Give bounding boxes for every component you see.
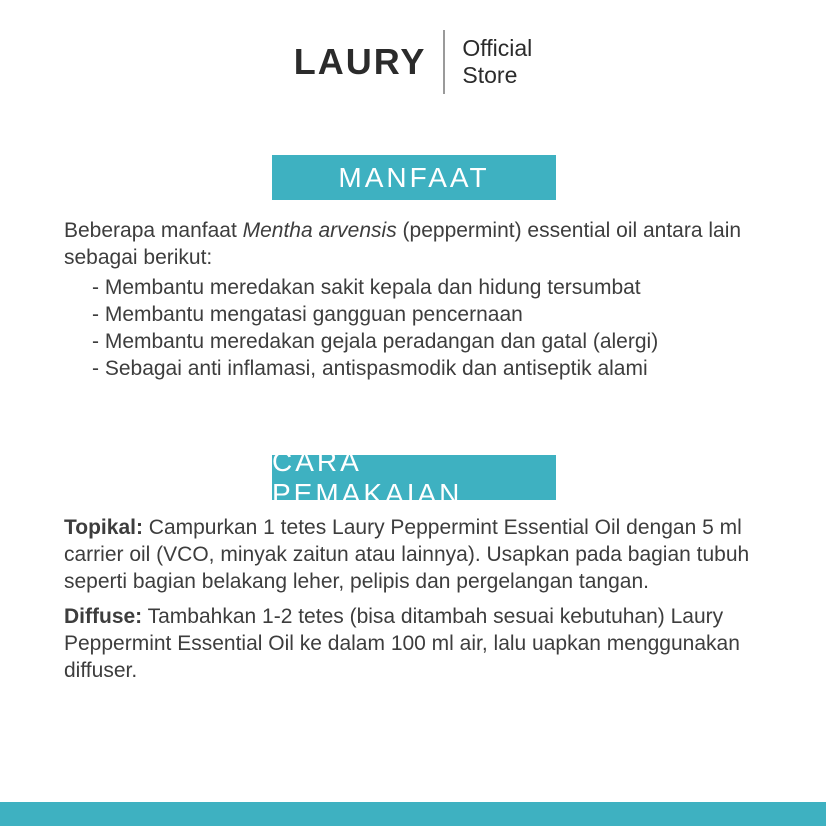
diffuse-label: Diffuse: [64,605,143,628]
manfaat-intro-species: Mentha arvensis [242,219,397,242]
section-banner-manfaat [272,155,556,200]
store-name [462,35,532,89]
manfaat-intro-suffix: (peppermint) essential oil antara lain sebagai berikut: [64,219,742,269]
topikal-label: Topikal: [64,516,143,539]
footer-accent-bar [0,802,826,826]
manfaat-intro-prefix: Beberapa manfaat [64,219,243,242]
manfaat-intro [64,217,774,271]
section-banner-cara-label: CARA PEMAKAIAN [272,445,463,509]
section-banner-manfaat-label: MANFAAT [338,161,490,193]
store-name-line1: Official [462,35,533,61]
benefit-list [92,274,774,382]
benefit-item: - Membantu meredakan sakit kepala dan hidung tersumbat [92,276,641,299]
store-name-line2: Store [462,62,518,88]
cara-pemakaian-section [64,514,774,684]
logo-divider [443,30,445,94]
section-banner-cara-pemakaian [272,445,556,509]
diffuse-text: Tambahkan 1-2 tetes (bisa ditambah sesuai kebutuhan) Laury Peppermint Essential Oil ke dalam 100 ml air, lalu uapkan menggunakan diffuser. [64,605,740,682]
benefit-item: - Membantu mengatasi gangguan pencernaan [92,303,523,326]
logo-header [0,30,826,94]
topikal-paragraph [64,514,774,595]
benefit-item: - Sebagai anti inflamasi, antispasmodik dan antiseptik alami [92,357,648,380]
benefit-item: - Membantu meredakan gejala peradangan dan gatal (alergi) [92,330,659,353]
manfaat-section [64,217,774,382]
diffuse-paragraph [64,603,774,684]
brand-logo: LAURY [293,41,427,82]
topikal-text: Campurkan 1 tetes Laury Peppermint Essential Oil dengan 5 ml carrier oil (VCO, minyak zaitun atau lainnya). Usapkan pada bagian tubuh seperti bagian belakang leher, pelipis dan pergelangan tangan. [64,516,750,593]
